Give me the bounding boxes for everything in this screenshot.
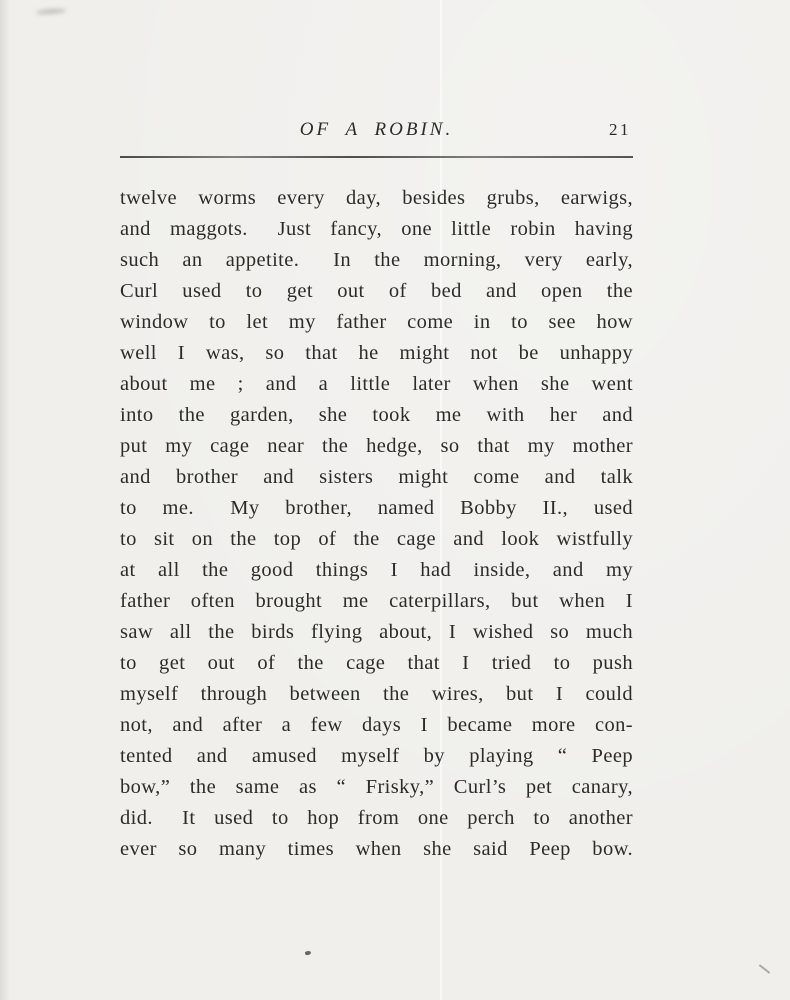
text-line: bow,” the same as “ Frisky,” Curl’s pet canary,	[120, 776, 633, 798]
text-line: tented and amused myself by playing “ Peep	[120, 745, 633, 767]
running-head	[120, 117, 633, 143]
text-line: to me. My brother, named Bobby II., used	[120, 497, 633, 519]
text-line: at all the good things I had inside, and my	[120, 559, 633, 581]
text-line: twelve worms every day, besides grubs, earwigs,	[120, 187, 633, 209]
text-line: window to let my father come in to see how	[120, 311, 633, 333]
text-line: ever so many times when she said Peep bow.	[120, 838, 633, 860]
running-title: OF A ROBIN.	[299, 119, 454, 140]
header-rule	[120, 156, 633, 158]
text-line: such an appetite. In the morning, very early,	[120, 249, 633, 271]
text-line: father often brought me caterpillars, but when I	[120, 590, 633, 612]
scan-scratch-artifact	[759, 964, 770, 974]
text-line: myself through between the wires, but I could	[120, 683, 633, 705]
text-line: and maggots. Just fancy, one little robin having	[120, 218, 633, 240]
text-line: not, and after a few days I became more con-	[120, 714, 633, 736]
text-line: well I was, so that he might not be unhappy	[120, 342, 633, 364]
text-line: Curl used to get out of bed and open the	[120, 280, 633, 302]
text-line: to get out of the cage that I tried to push	[120, 652, 633, 674]
text-line: and brother and sisters might come and talk	[120, 466, 633, 488]
text-line: saw all the birds flying about, I wished so much	[120, 621, 633, 643]
text-line: into the garden, she took me with her and	[120, 404, 633, 426]
page-text	[120, 183, 633, 865]
text-line: to sit on the top of the cage and look wistfully	[120, 528, 633, 550]
scan-speck-artifact	[305, 950, 312, 955]
page-number: 21	[609, 120, 631, 139]
text-line: about me ; and a little later when she went	[120, 373, 633, 395]
scan-smudge-artifact	[36, 8, 66, 15]
text-line: put my cage near the hedge, so that my mother	[120, 435, 633, 457]
text-line: did. It used to hop from one perch to another	[120, 807, 633, 829]
